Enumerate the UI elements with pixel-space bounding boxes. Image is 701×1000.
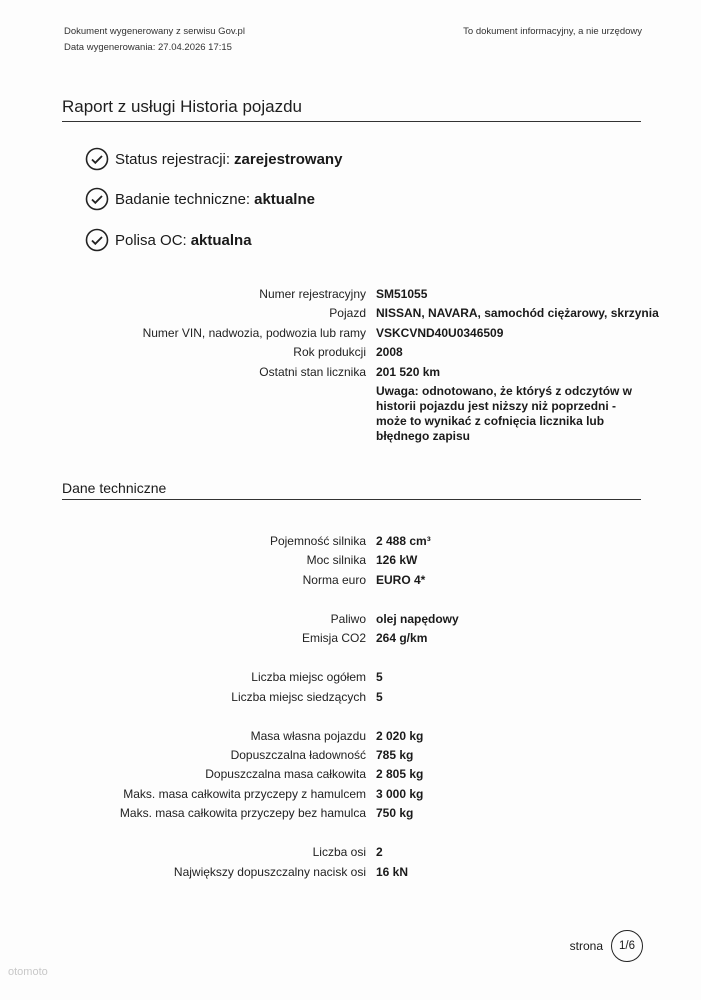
field-value: 264 g/km [376,631,428,645]
field-label: Norma euro [302,573,366,587]
field-label: Paliwo [330,612,366,626]
status-value: zarejestrowany [234,150,343,168]
watermark: otomoto [8,966,48,978]
row-trailer-braked [0,787,701,807]
status-insurance [85,227,252,253]
row-curb-weight [0,729,701,749]
row-vehicle [0,306,701,326]
field-label: Emisja CO2 [301,631,366,645]
field-value: 785 kg [376,748,414,762]
generated-from: Dokument wygenerowany z serwisu Gov.pl [64,26,245,37]
field-value: VSKCVND40U0346509 [376,326,504,340]
row-payload [0,748,701,768]
row-euro-norm [0,573,701,593]
field-label: Numer VIN, nadwozia, podwozia lub ramy [142,326,366,340]
check-circle-icon [85,228,109,252]
row-odometer [0,365,701,385]
field-value: 2 488 cm³ [376,534,431,548]
row-engine-power [0,553,701,573]
report-title: Raport z usługi Historia pojazdu [62,97,303,116]
field-label: Maks. masa całkowita przyczepy z hamulcem [123,787,366,801]
odometer-warning: Uwaga: odnotowano, że któryś z odczytów w historii pojazdu jest niższy niż poprzedni - może to wynikać z cofnięcia licznika lub błędnego zapisu [376,384,633,443]
field-value: 3 000 kg [376,787,424,801]
field-value: 2 805 kg [376,767,424,781]
status-inspection [85,186,315,212]
field-value: 126 kW [376,553,418,567]
page-indicator [570,930,643,962]
check-circle-icon [85,187,109,211]
field-label: Pojemność silnika [269,534,366,548]
title-divider [62,121,641,122]
field-label: Liczba miejsc siedzących [231,690,366,704]
status-label: Status rejestracji: [115,150,231,168]
field-value: 5 [376,690,383,704]
status-registration [85,146,342,172]
check-circle-icon [85,147,109,171]
section-title-technical: Dane techniczne [62,480,167,496]
row-production-year [0,345,701,365]
field-label: Maks. masa całkowita przyczepy bez hamulca [119,806,366,820]
generated-date: Data wygenerowania: 27.04.2026 17:15 [64,42,232,53]
field-value: SM51055 [376,287,428,301]
row-axle-load [0,865,701,885]
row-registration-number [0,287,701,307]
status-value: aktualna [190,231,252,249]
field-label: Dopuszczalna masa całkowita [205,767,366,781]
row-gross-weight [0,767,701,787]
field-value: 750 kg [376,806,414,820]
row-seats-sitting [0,690,701,710]
page-number: 1/6 [611,930,643,962]
field-value: 2008 [376,345,403,359]
document-header [64,24,245,56]
row-vin [0,326,701,346]
field-value: 2 [376,845,383,859]
field-label: Rok produkcji [293,345,366,359]
field-label: Największy dopuszczalny nacisk osi [173,865,366,879]
field-value: 201 520 km [376,365,441,379]
row-trailer-unbraked [0,806,701,826]
field-value: EURO 4* [376,573,426,587]
field-label: Masa własna pojazdu [250,729,366,743]
field-label: Liczba miejsc ogółem [251,670,366,684]
page-label: strona [569,939,603,953]
field-value: olej napędowy [376,612,459,626]
status-label: Badanie techniczne: [115,190,251,208]
field-value: NISSAN, NAVARA, samochód ciężarowy, skrzynia [376,306,659,320]
field-label: Moc silnika [306,553,366,567]
field-value: 16 kN [376,865,409,879]
row-co2 [0,631,701,651]
field-value: 5 [376,670,383,684]
status-value: aktualne [254,190,315,208]
field-label: Dopuszczalna ładowność [230,748,366,762]
field-label: Pojazd [329,306,366,320]
field-label: Ostatni stan licznika [259,365,366,379]
field-label: Liczba osi [312,845,366,859]
row-seats-total [0,670,701,690]
field-label: Numer rejestracyjny [259,287,366,301]
field-value: 2 020 kg [376,729,424,743]
disclaimer: To dokument informacyjny, a nie urzędowy [463,26,642,37]
row-axles [0,845,701,865]
row-engine-capacity [0,534,701,554]
row-fuel [0,612,701,632]
status-label: Polisa OC: [115,231,187,249]
section-divider [62,499,641,500]
